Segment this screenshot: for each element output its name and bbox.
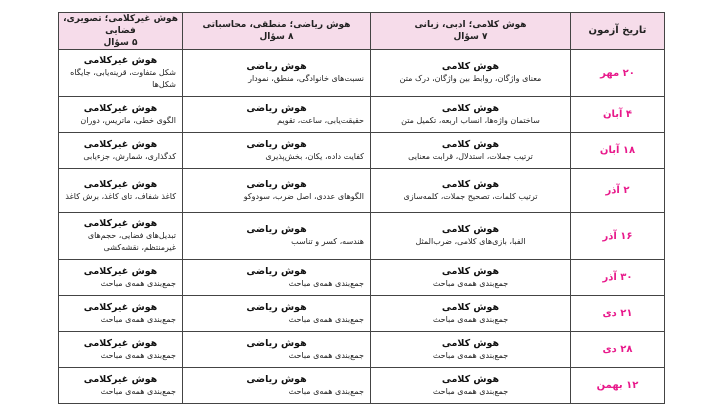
nonverbal-cell: [59, 368, 183, 404]
nonverbal-title: هوش غیرکلامی: [83, 218, 158, 229]
table-row: [59, 213, 665, 260]
math-title: هوش ریاضی: [246, 102, 307, 114]
nonverbal-title: هوش غیرکلامی: [83, 373, 158, 385]
math-cell: [183, 368, 371, 404]
math-topics: کفایت داده، یکان، بخش‌پذیری: [265, 151, 364, 161]
math-cell: [183, 296, 371, 332]
math-topics: حقیقت‌یابی، ساعت، تقویم: [277, 115, 364, 125]
table-row: [59, 332, 665, 368]
math-cell: [183, 50, 371, 97]
math-title: هوش ریاضی: [246, 373, 307, 385]
math-title: هوش ریاضی: [246, 265, 307, 277]
nonverbal-title: هوش غیرکلامی: [83, 301, 158, 313]
verbal-cell: [371, 213, 571, 260]
math-cell: [183, 133, 371, 169]
math-title: هوش ریاضی: [246, 138, 307, 150]
nonverbal-topics: جمع‌بندی همه‌ی مباحث: [100, 314, 176, 324]
exam-date: ۴ آبان: [571, 97, 665, 133]
table-row: [59, 260, 665, 296]
table-row: [59, 296, 665, 332]
header-nonverbal-title: هوش غیرکلامی؛ تصویری، فضایی: [63, 14, 178, 36]
math-topics: نسبت‌های خانوادگی، منطق، نمودار: [248, 74, 364, 83]
nonverbal-title: هوش غیرکلامی: [83, 102, 158, 114]
verbal-topics: ساختمان واژه‌ها، انساب اربعه، تکمیل متن: [401, 115, 540, 125]
verbal-topics: جمع‌بندی همه‌ی مباحث: [432, 314, 509, 324]
math-title: هوش ریاضی: [246, 301, 307, 313]
exam-date: ۳۰ آذر: [571, 260, 665, 296]
nonverbal-title: هوش غیرکلامی: [83, 55, 158, 66]
nonverbal-cell: [59, 50, 183, 97]
exam-date: ۱۲ بهمن: [571, 368, 665, 404]
nonverbal-topics: جمع‌بندی همه‌ی مباحث: [100, 350, 176, 360]
nonverbal-title: هوش غیرکلامی: [83, 178, 158, 190]
nonverbal-title: هوش غیرکلامی: [83, 265, 158, 277]
nonverbal-title: هوش غیرکلامی: [83, 138, 158, 150]
exam-date: ۲۱ دی: [571, 296, 665, 332]
nonverbal-cell: [59, 296, 183, 332]
exam-date: ۱۸ آبان: [571, 133, 665, 169]
header-verbal-count: ۷ سؤال: [453, 32, 488, 42]
verbal-topics: جمع‌بندی همه‌ی مباحث: [432, 278, 509, 288]
verbal-title: هوش کلامی: [441, 373, 500, 385]
table-row: [59, 169, 665, 213]
exam-schedule: [58, 12, 664, 396]
exam-date: ۲۰ مهر: [571, 50, 665, 97]
header-verbal-title: هوش کلامی؛ ادبی، زبانی: [414, 20, 527, 30]
math-topics: جمع‌بندی همه‌ی مباحث: [288, 386, 364, 396]
verbal-title: هوش کلامی: [441, 138, 500, 150]
table-row: [59, 50, 665, 97]
nonverbal-topics: کاغذ شفاف، تای کاغذ، برش کاغذ: [65, 191, 176, 201]
math-cell: [183, 332, 371, 368]
header-math: [183, 13, 371, 50]
verbal-cell: [371, 50, 571, 97]
verbal-cell: [371, 133, 571, 169]
verbal-title: هوش کلامی: [441, 301, 500, 313]
verbal-title: هوش کلامی: [441, 102, 500, 114]
math-title: هوش ریاضی: [246, 178, 307, 190]
nonverbal-topics: تبدیل‌های فضایی، حجم‌های غیرمنتظم، نقشه‌کشی: [87, 231, 176, 252]
math-topics: جمع‌بندی همه‌ی مباحث: [288, 350, 364, 360]
exam-date: ۲۸ دی: [571, 332, 665, 368]
table-row: [59, 368, 665, 404]
table-row: [59, 133, 665, 169]
math-topics: جمع‌بندی همه‌ی مباحث: [288, 278, 364, 288]
nonverbal-topics: الگوی خطی، ماتریس، دوران: [80, 115, 176, 125]
math-cell: [183, 97, 371, 133]
header-math-count: ۸ سؤال: [259, 32, 294, 42]
verbal-topics: ترتیب جملات، استدلال، قرابت معنایی: [408, 151, 533, 161]
verbal-cell: [371, 332, 571, 368]
nonverbal-cell: [59, 260, 183, 296]
verbal-title: هوش کلامی: [441, 224, 500, 235]
verbal-cell: [371, 368, 571, 404]
math-topics: الگوهای عددی، اصل ضرب، سودوکو: [243, 191, 364, 201]
verbal-title: هوش کلامی: [441, 337, 500, 349]
nonverbal-topics: جمع‌بندی همه‌ی مباحث: [100, 278, 176, 288]
schedule-table: [58, 12, 665, 404]
verbal-cell: [371, 97, 571, 133]
math-cell: [183, 260, 371, 296]
math-title: هوش ریاضی: [246, 337, 307, 349]
math-topics: جمع‌بندی همه‌ی مباحث: [288, 314, 364, 324]
nonverbal-cell: [59, 169, 183, 213]
header-date: تاریخ آزمون: [571, 13, 665, 50]
table-row: [59, 97, 665, 133]
header-math-title: هوش ریاضی؛ منطقی، محاسباتی: [202, 20, 351, 30]
verbal-topics: جمع‌بندی همه‌ی مباحث: [432, 386, 509, 396]
header-nonverbal: [59, 13, 183, 50]
math-title: هوش ریاضی: [246, 224, 307, 235]
exam-date: ۲ آذر: [571, 169, 665, 213]
verbal-cell: [371, 169, 571, 213]
nonverbal-cell: [59, 213, 183, 260]
nonverbal-cell: [59, 332, 183, 368]
header-row: [59, 13, 665, 50]
verbal-title: هوش کلامی: [441, 61, 500, 72]
nonverbal-cell: [59, 133, 183, 169]
math-cell: [183, 169, 371, 213]
verbal-title: هوش کلامی: [441, 178, 500, 190]
nonverbal-topics: شکل متفاوت، قرینه‌یابی، جایگاه شکل‌ها: [70, 68, 176, 89]
verbal-topics: ترتیب کلمات، تصحیح جملات، کلمه‌سازی: [403, 191, 538, 201]
nonverbal-title: هوش غیرکلامی: [83, 337, 158, 349]
exam-date: ۱۶ آذر: [571, 213, 665, 260]
nonverbal-topics: جمع‌بندی همه‌ی مباحث: [100, 386, 176, 396]
verbal-topics: الفبا، بازی‌های کلامی، ضرب‌المثل: [415, 237, 526, 246]
nonverbal-topics: کدگذاری، شمارش، جزءیابی: [83, 151, 176, 161]
verbal-topics: معنای واژگان، روابط بین واژگان، درک متن: [399, 74, 542, 83]
math-title: هوش ریاضی: [246, 61, 307, 72]
math-topics: هندسه، کسر و تناسب: [291, 237, 364, 246]
nonverbal-cell: [59, 97, 183, 133]
header-nonverbal-count: ۵ سؤال: [103, 38, 138, 48]
verbal-title: هوش کلامی: [441, 265, 500, 277]
verbal-cell: [371, 260, 571, 296]
math-cell: [183, 213, 371, 260]
header-verbal: [371, 13, 571, 50]
verbal-cell: [371, 296, 571, 332]
verbal-topics: جمع‌بندی همه‌ی مباحث: [432, 350, 509, 360]
